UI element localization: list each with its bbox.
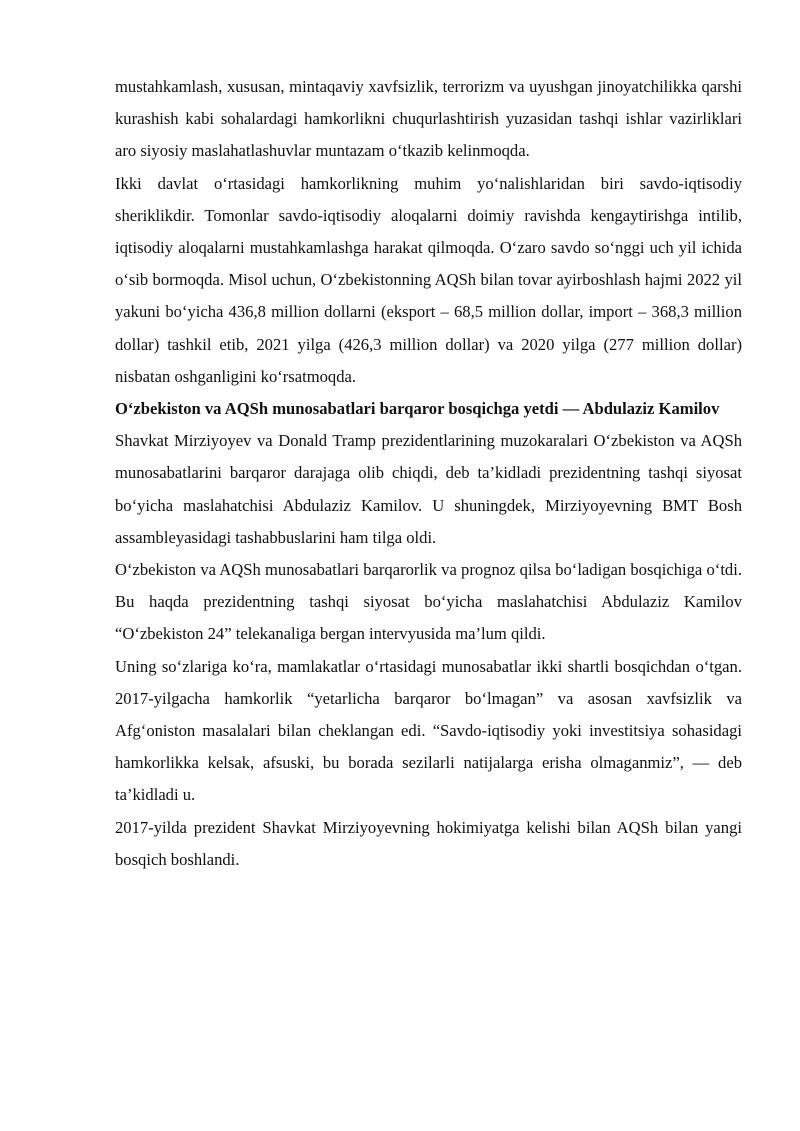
paragraph-two-stages: Uning so‘zlariga ko‘ra, mamlakatlar o‘rtasidagi munosabatlar ikki shartli bosqichdan o‘tgan. 2017-yilgacha hamkorlik “yetarlicha barqaror bo‘lmagan” va asosan xavfsizlik va Afg‘oniston masalalari bilan cheklangan edi. “Savdo-iqtisodiy yoki investitsiya sohasidagi hamkorlikka kelsak, afsuski, bu borada sezilarli natijalarga erisha olmaganmiz”, — deb ta’kidladi u. <box>115 656 742 805</box>
paragraph-trade-economic-partnership: Ikki davlat o‘rtasidagi hamkorlikning muhim yo‘nalishlaridan biri savdo-iqtisodiy sheriklikdir. Tomonlar savdo-iqtisodiy aloqalarni doimiy ravishda kengaytirishga intilib, iqtisodiy aloqalarni mustahkamlashga harakat qilmoqda. O‘zaro savdo so‘nggi uch yil ichida o‘sib bormoqda. Misol uchun, O‘zbekistonning AQSh bilan tovar ayirboshlash hajmi 2022 yil yakuni bo‘yicha 436,8 million dollarni (eksport – 68,5 million dollar, import – 368,3 million dollar) tashkil etib, 2021 yilga (426,3 million dollar) va 2020 yilga (277 million dollar) nisbatan oshganligini ko‘rsatmoqda. <box>115 173 742 386</box>
paragraph-new-stage: 2017-yilda prezident Shavkat Mirziyoyevning hokimiyatga kelishi bilan AQSh bilan yangi bosqich boshlandi. <box>115 817 742 869</box>
document-page <box>115 71 742 876</box>
paragraph-presidential-negotiations: Shavkat Mirziyoyev va Donald Tramp prezidentlarining muzokaralari O‘zbekiston va AQSh munosabatlarini barqaror darajaga olib chiqdi, deb ta’kidladi prezidentning tashqi siyosat bo‘yicha maslahatchisi Abdulaziz Kamilov. U shuningdek, Mirziyoyevning BMT Bosh assambleyasidagi tashabbuslarini ham tilga oldi. <box>115 431 742 547</box>
paragraph-security-cooperation: mustahkamlash, xususan, mintaqaviy xavfsizlik, terrorizm va uyushgan jinoyatchilikka qarshi kurashish kabi sohalardagi hamkorlikni chuqurlashtirish yuzasidan tashqi ishlar vazirliklari aro siyosiy maslahatlashuvlar muntazam o‘tkazib kelinmoqda. <box>115 77 742 161</box>
section-heading: O‘zbekiston va AQSh munosabatlari barqaror bosqichga yetdi — Abdulaziz Kamilov <box>115 399 720 419</box>
paragraph-stability-stage: O‘zbekiston va AQSh munosabatlari barqarorlik va prognoz qilsa bo‘ladigan bosqichiga o‘tdi. Bu haqda prezidentning tashqi siyosat bo‘yicha maslahatchisi Abdulaziz Kamilov “O‘zbekiston 24” telekanaliga bergan intervyusida ma’lum qildi. <box>115 560 742 644</box>
